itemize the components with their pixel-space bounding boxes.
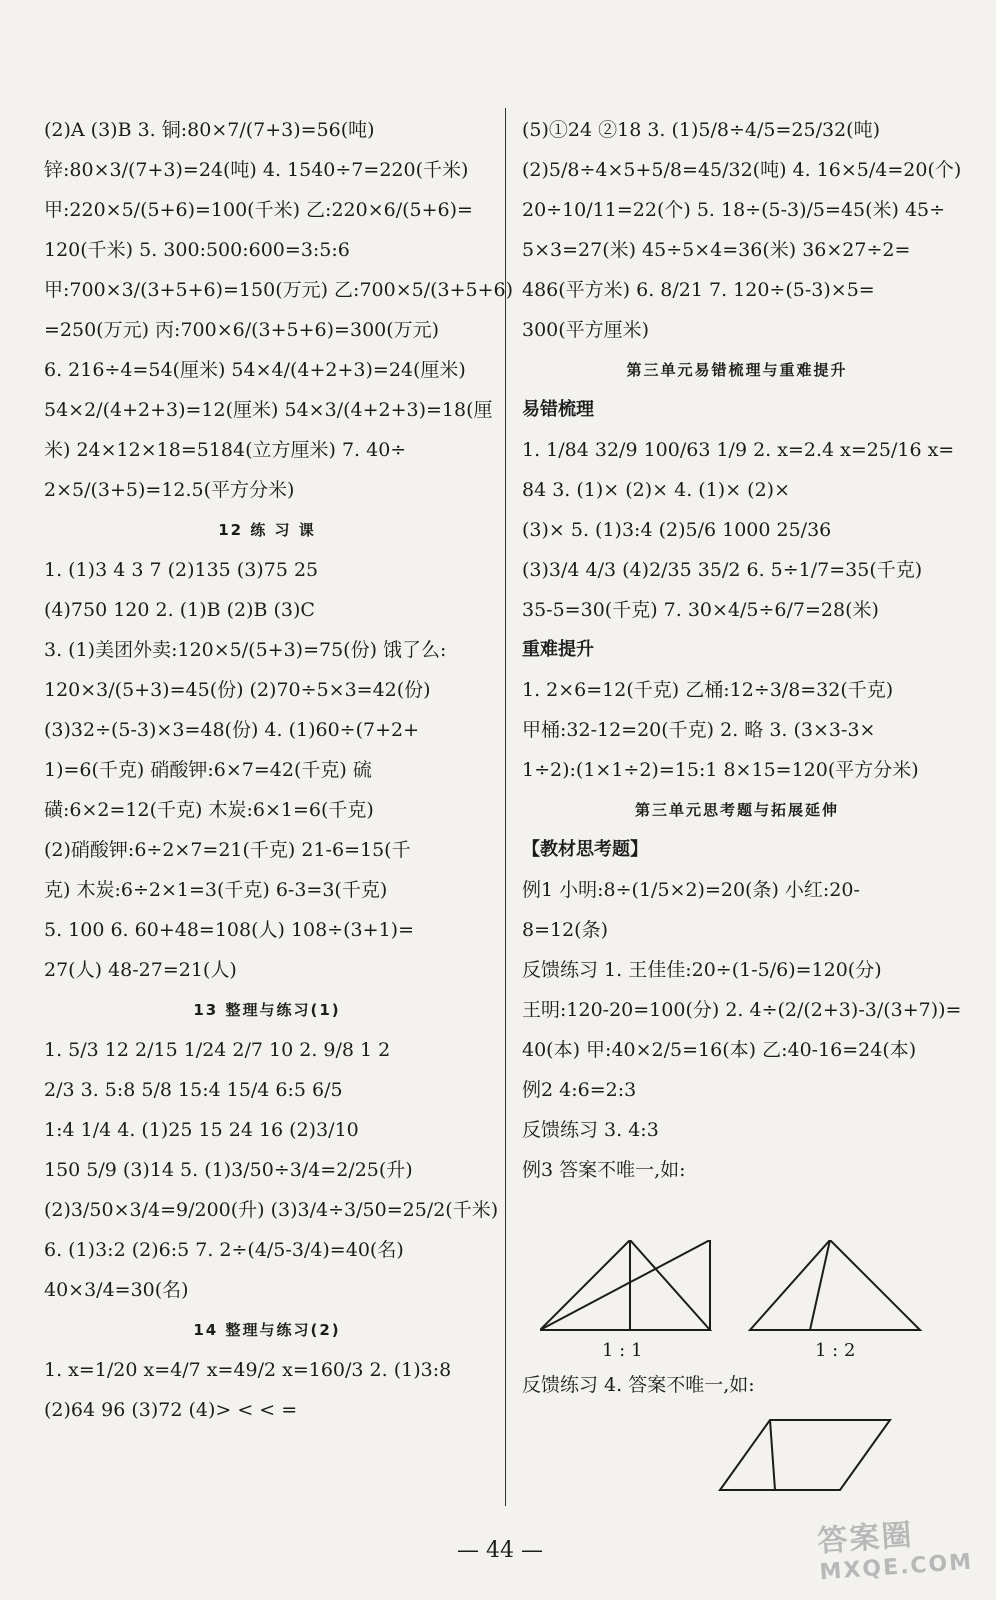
answer-line: (2)硝酸钾:6÷2×7=21(千克) 21-6=15(千 xyxy=(44,839,411,861)
answer-line: 甲桶:32-12=20(千克) 2. 略 3. (3×3-3× xyxy=(522,719,876,741)
answer-line: =250(万元) 丙:700×6/(3+5+6)=300(万元) xyxy=(44,319,440,341)
parallelogram xyxy=(720,1420,890,1490)
answer-line: 40(本) 甲:40×2/5=16(本) 乙:40-16=24(本) xyxy=(522,1039,917,1061)
answer-line: 54×2/(4+2+3)=12(厘米) 54×3/(4+2+3)=18(厘 xyxy=(44,399,493,421)
answer-line: 120(千米) 5. 300:500:600=3:5:6 xyxy=(44,239,350,261)
answer-line: 2×5/(3+5)=12.5(平方分米) xyxy=(44,479,295,501)
answer-line: 磺:6×2=12(千克) 木炭:6×1=6(千克) xyxy=(44,799,374,821)
answer-line: (3)32÷(5-3)×3=48(份) 4. (1)60÷(7+2+ xyxy=(44,719,420,741)
left-column xyxy=(44,110,514,1430)
right-column xyxy=(522,110,962,1190)
subsection-heading: 易错梳理 xyxy=(522,399,594,420)
answer-line: 84 3. (1)× (2)× 4. (1)× (2)× xyxy=(522,479,791,501)
answer-line: 1. 2×6=12(千克) 乙桶:12÷3/8=32(千克) xyxy=(522,679,894,701)
column-divider xyxy=(505,108,506,1506)
answer-line: 克) 木炭:6÷2×1=3(千克) 6-3=3(千克) xyxy=(44,879,388,901)
answer-line: 8=12(条) xyxy=(522,919,609,941)
answer-line: 20÷10/11=22(个) 5. 18÷(5-3)/5=45(米) 45÷ xyxy=(522,199,946,221)
section-heading: 14 整理与练习(2) xyxy=(193,1321,341,1339)
triangle-right-outline xyxy=(750,1240,920,1330)
answer-line: 甲:700×3/(3+5+6)=150(万元) 乙:700×5/(3+5+6) xyxy=(44,279,514,301)
watermark-logo: 答案圈 MXQE.COM xyxy=(816,1517,975,1586)
page-number: — 44 — xyxy=(457,1538,543,1563)
answer-line: 486(平方米) 6. 8/21 7. 120÷(5-3)×5= xyxy=(522,279,875,301)
answer-line: 甲:220×5/(5+6)=100(千米) 乙:220×6/(5+6)= xyxy=(44,199,473,221)
answer-line: 5. 100 6. 60+48=108(人) 108÷(3+1)= xyxy=(44,919,414,941)
answer-line: 1. 5/3 12 2/15 1/24 2/7 10 2. 9/8 1 2 xyxy=(44,1039,391,1061)
answer-line: (4)750 120 2. (1)B (2)B (3)C xyxy=(44,599,315,621)
section-heading: 第三单元思考题与拓展延伸 xyxy=(634,801,839,819)
answer-line: 王明:120-20=100(分) 2. 4÷(2/(2+3)-3/(3+7))= xyxy=(522,999,962,1021)
answer-line: (2)3/50×3/4=9/200(升) (3)3/4÷3/50=25/2(千米) xyxy=(44,1199,499,1221)
answer-line: 5×3=27(米) 45÷5×4=36(米) 36×27÷2= xyxy=(522,239,911,261)
answer-line: 例2 4:6=2:3 xyxy=(522,1079,637,1101)
feedback-exercise-4: 反馈练习 4. 答案不唯一,如: xyxy=(522,1374,755,1396)
section-heading: 13 整理与练习(1) xyxy=(193,1001,341,1019)
answer-line: 反馈练习 1. 王佳佳:20÷(1-5/6)=120(分) xyxy=(522,959,882,981)
answer-line: 例3 答案不唯一,如: xyxy=(522,1159,686,1181)
answer-line: 6. (1)3:2 (2)6:5 7. 2÷(4/5-3/4)=40(名) xyxy=(44,1239,404,1261)
answer-line: 1:4 1/4 4. (1)25 15 24 16 (2)3/10 xyxy=(44,1119,359,1141)
answer-line: 120×3/(5+3)=45(份) (2)70÷5×3=42(份) xyxy=(44,679,431,701)
answer-line: 1÷2):(1×1÷2)=15:1 8×15=120(平方分米) xyxy=(522,759,919,781)
answer-line: (5)①24 ②18 3. (1)5/8÷4/5=25/32(吨) xyxy=(522,119,881,141)
answer-line: (2)5/8÷4×5+5/8=45/32(吨) 4. 16×5/4=20(个) xyxy=(522,159,962,181)
answer-line: 2/3 3. 5:8 5/8 15:4 15/4 6:5 6/5 xyxy=(44,1079,343,1101)
answer-line: 6. 216÷4=54(厘米) 54×4/(4+2+3)=24(厘米) xyxy=(44,359,466,381)
answer-line: 例1 小明:8÷(1/5×2)=20(条) 小红:20- xyxy=(522,879,860,901)
answer-line: 300(平方厘米) xyxy=(522,319,650,341)
answer-line: 150 5/9 (3)14 5. (1)3/50÷3/4=2/25(升) xyxy=(44,1159,413,1181)
answer-line: 3. (1)美团外卖:120×5/(5+3)=75(份) 饿了么: xyxy=(44,639,447,661)
answer-line: 27(人) 48-27=21(人) xyxy=(44,959,237,981)
triangle-right-divider xyxy=(810,1240,830,1330)
answer-line: 1. 1/84 32/9 100/63 1/9 2. x=2.4 x=25/16 x= xyxy=(522,439,955,461)
answer-line: (3)3/4 4/3 (4)2/35 35/2 6. 5÷1/7=35(千克) xyxy=(522,559,923,581)
parallelogram-divider xyxy=(770,1420,775,1490)
answer-line: 1. (1)3 4 3 7 (2)135 (3)75 25 xyxy=(44,559,319,581)
answer-line: 锌:80×3/(7+3)=24(吨) 4. 1540÷7=220(千米) xyxy=(44,159,469,181)
section-heading: 第三单元易错梳理与重难提升 xyxy=(626,361,848,379)
figure-caption-2: 1 : 2 xyxy=(815,1340,856,1361)
answer-line: 1)=6(千克) 硝酸钾:6×7=42(千克) 硫 xyxy=(44,759,372,781)
subsection-heading: 【教材思考题】 xyxy=(522,839,648,860)
answer-line: 40×3/4=30(名) xyxy=(44,1279,189,1301)
answer-line: 35-5=30(千克) 7. 30×4/5÷6/7=28(米) xyxy=(522,599,879,621)
triangle-left-a xyxy=(540,1240,710,1330)
answer-line: 反馈练习 3. 4:3 xyxy=(522,1119,659,1141)
answer-line: 1. x=1/20 x=4/7 x=49/2 x=160/3 2. (1)3:8 xyxy=(44,1359,452,1381)
figure-caption-1: 1 : 1 xyxy=(602,1340,643,1361)
answer-line: 米) 24×12×18=5184(立方厘米) 7. 40÷ xyxy=(44,439,407,461)
answer-line: (2)A (3)B 3. 铜:80×7/(7+3)=56(吨) xyxy=(44,119,375,141)
answer-line: (2)64 96 (3)72 (4)> < < = xyxy=(44,1399,298,1421)
subsection-heading: 重难提升 xyxy=(522,639,594,660)
answer-line: (3)× 5. (1)3:4 (2)5/6 1000 25/36 xyxy=(522,519,832,541)
section-heading: 12 练 习 课 xyxy=(218,521,316,539)
